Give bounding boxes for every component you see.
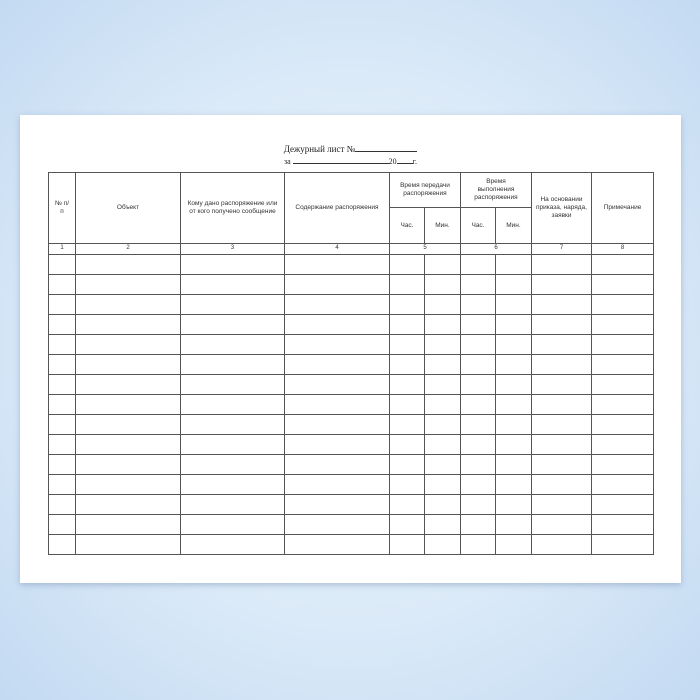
table-cell[interactable] — [496, 255, 532, 275]
table-cell[interactable] — [532, 535, 592, 555]
table-cell[interactable] — [592, 515, 654, 535]
table-row — [49, 495, 654, 515]
table-cell[interactable] — [49, 455, 76, 475]
table-cell[interactable] — [76, 495, 181, 515]
table-cell[interactable] — [181, 335, 285, 355]
table-row — [49, 475, 654, 495]
table-cell[interactable] — [425, 495, 461, 515]
table-cell[interactable] — [49, 315, 76, 335]
table-cell[interactable] — [496, 395, 532, 415]
table-row — [49, 335, 654, 355]
table-cell[interactable] — [532, 395, 592, 415]
table-cell[interactable] — [285, 275, 390, 295]
table-cell[interactable] — [390, 315, 425, 335]
table-row — [49, 395, 654, 415]
header-num: № п/п — [49, 173, 76, 244]
header-execution-minutes: Мин. — [496, 208, 532, 244]
table-cell[interactable] — [496, 495, 532, 515]
table-cell[interactable] — [285, 535, 390, 555]
header-basis: На основании приказа, наряда, заявки — [532, 173, 592, 244]
table-cell[interactable] — [461, 335, 496, 355]
date-blank — [293, 155, 389, 164]
table-cell[interactable] — [76, 415, 181, 435]
table-row — [49, 435, 654, 455]
table-cell[interactable] — [461, 295, 496, 315]
table-cell[interactable] — [285, 495, 390, 515]
table-cell[interactable] — [461, 475, 496, 495]
column-number: 2 — [76, 244, 181, 255]
table-cell[interactable] — [49, 515, 76, 535]
table-cell[interactable] — [461, 455, 496, 475]
column-number: 3 — [181, 244, 285, 255]
table-row — [49, 415, 654, 435]
table-cell[interactable] — [496, 315, 532, 335]
header-note: Примечание — [592, 173, 654, 244]
table-cell[interactable] — [532, 435, 592, 455]
table-cell[interactable] — [461, 395, 496, 415]
table-cell[interactable] — [461, 535, 496, 555]
table-cell[interactable] — [181, 255, 285, 275]
table-cell[interactable] — [181, 515, 285, 535]
table-cell[interactable] — [592, 455, 654, 475]
table-cell[interactable] — [181, 375, 285, 395]
table-cell[interactable] — [425, 335, 461, 355]
column-number: 5 — [390, 244, 461, 255]
table-row — [49, 515, 654, 535]
table-row — [49, 535, 654, 555]
header-transfer-minutes: Мин. — [425, 208, 461, 244]
header-execution-hours: Час. — [461, 208, 496, 244]
table-row — [49, 455, 654, 475]
table-cell[interactable] — [285, 455, 390, 475]
table-cell[interactable] — [76, 315, 181, 335]
table-cell[interactable] — [390, 255, 425, 275]
column-number: 6 — [461, 244, 532, 255]
table-cell[interactable] — [532, 335, 592, 355]
table-cell[interactable] — [76, 395, 181, 415]
table-cell[interactable] — [532, 255, 592, 275]
table-cell[interactable] — [592, 495, 654, 515]
table-cell[interactable] — [461, 495, 496, 515]
table-cell[interactable] — [496, 535, 532, 555]
table-cell[interactable] — [390, 475, 425, 495]
table-cell[interactable] — [285, 415, 390, 435]
table-cell[interactable] — [532, 295, 592, 315]
table-cell[interactable] — [425, 455, 461, 475]
table-cell[interactable] — [181, 275, 285, 295]
date-suffix: г. — [412, 157, 418, 166]
table-cell[interactable] — [49, 295, 76, 315]
table-cell[interactable] — [425, 435, 461, 455]
table-row — [49, 275, 654, 295]
table-cell[interactable] — [461, 355, 496, 375]
column-number: 7 — [532, 244, 592, 255]
table-cell[interactable] — [76, 255, 181, 275]
table-cell[interactable] — [592, 355, 654, 375]
table-cell[interactable] — [76, 355, 181, 375]
table-cell[interactable] — [49, 395, 76, 415]
table-row — [49, 295, 654, 315]
table-cell[interactable] — [425, 295, 461, 315]
document-title — [20, 143, 681, 154]
header-transfer-hours: Час. — [390, 208, 425, 244]
table-row — [49, 315, 654, 335]
table-cell[interactable] — [49, 435, 76, 455]
table-cell[interactable] — [592, 535, 654, 555]
table-cell[interactable] — [390, 355, 425, 375]
table-cell[interactable] — [532, 355, 592, 375]
table-cell[interactable] — [285, 355, 390, 375]
table-cell[interactable] — [532, 515, 592, 535]
table-cell[interactable] — [76, 275, 181, 295]
table-cell[interactable] — [76, 335, 181, 355]
date-year-prefix: 20 — [388, 157, 397, 166]
table-cell[interactable] — [181, 315, 285, 335]
table-cell[interactable] — [49, 255, 76, 275]
table-cell[interactable] — [285, 435, 390, 455]
table-cell[interactable] — [49, 475, 76, 495]
header-recipient: Кому дано распоряжение или от кого получено сообщение — [181, 173, 285, 244]
table-cell[interactable] — [496, 355, 532, 375]
table-cell[interactable] — [532, 455, 592, 475]
table-cell[interactable] — [390, 375, 425, 395]
table-cell[interactable] — [425, 515, 461, 535]
column-number-row — [49, 244, 654, 255]
table-cell[interactable] — [76, 475, 181, 495]
table-cell[interactable] — [592, 475, 654, 495]
table-cell[interactable] — [425, 355, 461, 375]
table-cell[interactable] — [76, 295, 181, 315]
table-cell[interactable] — [181, 395, 285, 415]
table-cell[interactable] — [496, 295, 532, 315]
table-cell[interactable] — [181, 415, 285, 435]
table-cell[interactable] — [181, 295, 285, 315]
header-transfer-time: Время передачи распоряжения — [390, 173, 461, 208]
table-cell[interactable] — [532, 275, 592, 295]
table-cell[interactable] — [76, 435, 181, 455]
table-cell[interactable] — [592, 335, 654, 355]
table-cell[interactable] — [49, 415, 76, 435]
table-cell[interactable] — [76, 515, 181, 535]
table-cell[interactable] — [181, 355, 285, 375]
column-number: 8 — [592, 244, 654, 255]
table-cell[interactable] — [532, 375, 592, 395]
table-cell[interactable] — [285, 375, 390, 395]
table-cell[interactable] — [532, 315, 592, 335]
table-cell[interactable] — [181, 435, 285, 455]
table-cell[interactable] — [49, 375, 76, 395]
table-cell[interactable] — [285, 395, 390, 415]
title-text: Дежурный лист № — [283, 144, 356, 154]
header-content: Содержание распоряжения — [285, 173, 390, 244]
table-row — [49, 375, 654, 395]
table-cell[interactable] — [461, 415, 496, 435]
document-sheet — [20, 115, 681, 583]
table-cell[interactable] — [76, 375, 181, 395]
table-cell[interactable] — [390, 435, 425, 455]
table-cell[interactable] — [390, 275, 425, 295]
table-cell[interactable] — [592, 275, 654, 295]
table-cell[interactable] — [181, 475, 285, 495]
table-cell[interactable] — [49, 535, 76, 555]
table-cell[interactable] — [425, 475, 461, 495]
table-cell[interactable] — [390, 395, 425, 415]
table-cell[interactable] — [496, 375, 532, 395]
table-cell[interactable] — [76, 535, 181, 555]
table-cell[interactable] — [592, 395, 654, 415]
table-row — [49, 255, 654, 275]
date-prefix: за — [283, 157, 291, 166]
table-cell[interactable] — [496, 435, 532, 455]
table-cell[interactable] — [49, 495, 76, 515]
table-cell[interactable] — [532, 475, 592, 495]
table-cell[interactable] — [181, 455, 285, 475]
table-cell[interactable] — [425, 415, 461, 435]
table-cell[interactable] — [390, 295, 425, 315]
table-cell[interactable] — [181, 535, 285, 555]
year-blank — [397, 155, 413, 164]
table-cell[interactable] — [285, 295, 390, 315]
table-cell[interactable] — [425, 395, 461, 415]
table-cell[interactable] — [461, 255, 496, 275]
table-cell[interactable] — [425, 315, 461, 335]
table-cell[interactable] — [461, 315, 496, 335]
table-cell[interactable] — [425, 375, 461, 395]
table-cell[interactable] — [285, 515, 390, 535]
table-cell[interactable] — [49, 275, 76, 295]
table-cell[interactable] — [425, 535, 461, 555]
table-cell[interactable] — [390, 515, 425, 535]
table-cell[interactable] — [532, 415, 592, 435]
table-cell[interactable] — [49, 355, 76, 375]
duty-log-table — [48, 172, 654, 555]
table-cell[interactable] — [285, 315, 390, 335]
date-line — [20, 155, 681, 166]
table-cell[interactable] — [592, 375, 654, 395]
table-cell[interactable] — [496, 415, 532, 435]
table-cell[interactable] — [461, 435, 496, 455]
table-cell[interactable] — [181, 495, 285, 515]
table-cell[interactable] — [285, 255, 390, 275]
table-cell[interactable] — [592, 295, 654, 315]
table-cell[interactable] — [285, 475, 390, 495]
table-cell[interactable] — [390, 455, 425, 475]
table-cell[interactable] — [425, 275, 461, 295]
table-cell[interactable] — [461, 275, 496, 295]
table-cell[interactable] — [592, 255, 654, 275]
table-cell[interactable] — [496, 455, 532, 475]
title-number-blank — [355, 143, 417, 152]
table-cell[interactable] — [390, 335, 425, 355]
table-cell[interactable] — [496, 515, 532, 535]
table-cell[interactable] — [390, 415, 425, 435]
table-cell[interactable] — [496, 275, 532, 295]
table-cell[interactable] — [592, 315, 654, 335]
column-number: 1 — [49, 244, 76, 255]
table-cell[interactable] — [461, 515, 496, 535]
table-cell[interactable] — [390, 495, 425, 515]
table-cell[interactable] — [76, 455, 181, 475]
table-row — [49, 355, 654, 375]
table-cell[interactable] — [496, 475, 532, 495]
column-number: 4 — [285, 244, 390, 255]
table-cell[interactable] — [532, 495, 592, 515]
header-object: Объект — [76, 173, 181, 244]
table-cell[interactable] — [285, 335, 390, 355]
header-execution-time: Время выполнения распоряжения — [461, 173, 532, 208]
table-cell[interactable] — [49, 335, 76, 355]
table-cell[interactable] — [461, 375, 496, 395]
table-cell[interactable] — [592, 415, 654, 435]
table-cell[interactable] — [390, 535, 425, 555]
table-cell[interactable] — [592, 435, 654, 455]
table-cell[interactable] — [425, 255, 461, 275]
table-cell[interactable] — [496, 335, 532, 355]
header-row-top — [49, 173, 654, 208]
